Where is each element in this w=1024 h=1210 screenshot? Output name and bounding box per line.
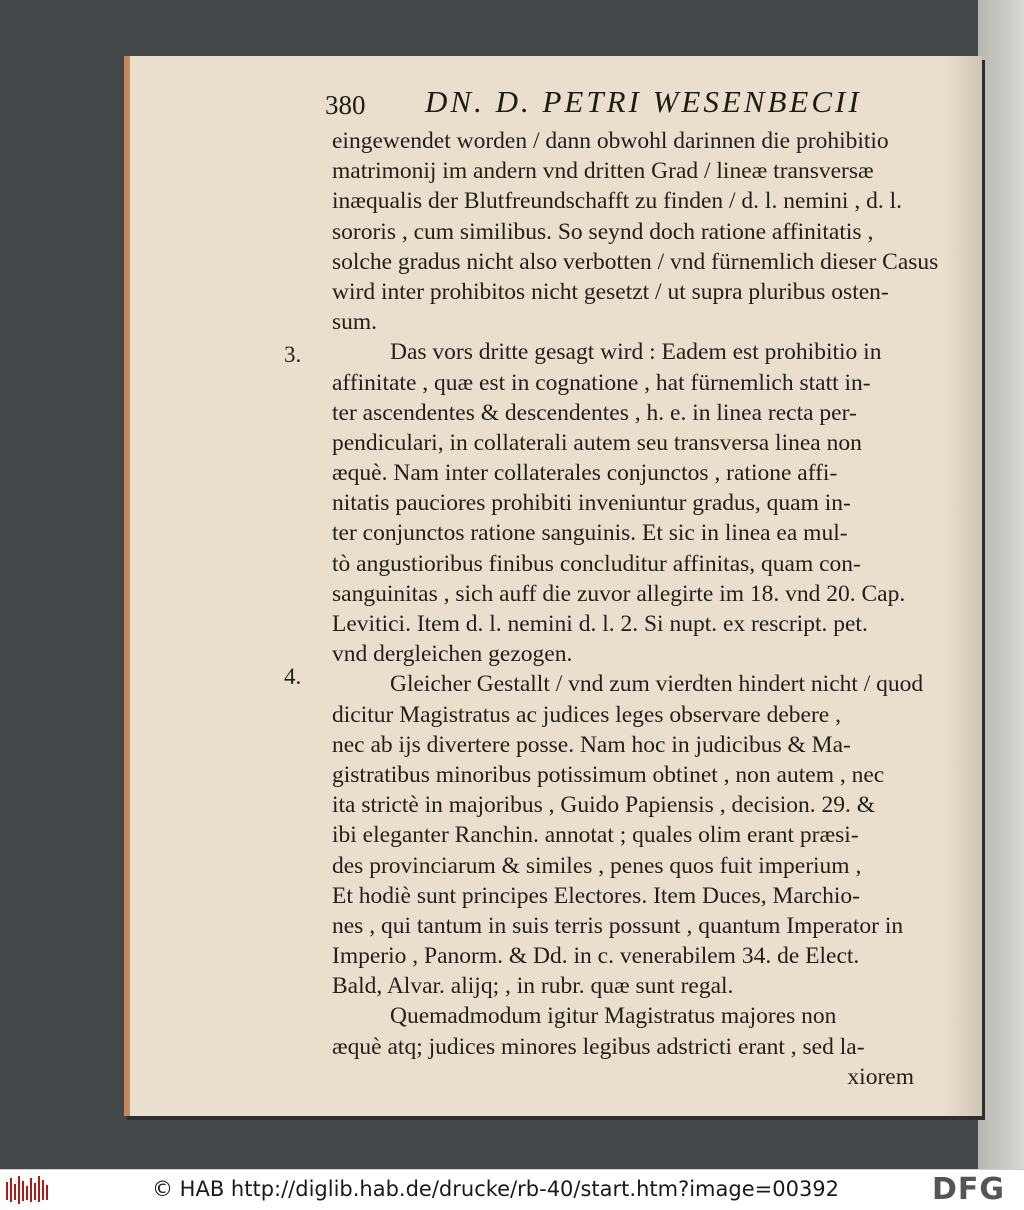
text-line: pendiculari, in collaterali autem seu transversa linea non <box>332 429 862 456</box>
text-line: solche gradus nicht also verbotten / vnd fürnemlich dieser Casus <box>332 248 939 275</box>
copyright-url-text: © HAB http://diglib.hab.de/drucke/rb-40/start.htm?image=00392 <box>152 1177 840 1201</box>
dfg-logo: DFG <box>932 1172 1006 1207</box>
text-line: Gleicher Gestallt / vnd zum vierdten hindert nicht / quod <box>390 671 924 698</box>
footer-bar <box>0 1169 1024 1210</box>
text-line: nitatis pauciores prohibiti inveniuntur gradus, quam in- <box>332 490 851 517</box>
text-line: gistratibus minoribus potissimum obtinet , non autem , nec <box>332 761 885 788</box>
text-line: Imperio , Panorm. & Dd. in c. venerabilem 34. de Elect. <box>332 943 860 970</box>
text-line: ter conjunctos ratione sanguinis. Et sic in linea ea mul- <box>332 520 848 547</box>
text-line: Et hodiè sunt principes Electores. Item Duces, Marchio- <box>332 882 860 909</box>
text-line: Quemadmodum igitur Magistratus majores non <box>390 1003 837 1030</box>
text-line: Levitici. Item d. l. nemini d. l. 2. Si nupt. ex rescript. pet. <box>332 611 868 637</box>
text-line: dicitur Magistratus ac judices leges observare debere , <box>332 701 841 728</box>
text-line: matrimonij im andern vnd dritten Grad / lineæ transversæ <box>332 158 874 185</box>
text-line: wird inter prohibitos nicht gesetzt / ut supra pluribus osten- <box>332 278 889 305</box>
page-number: 380 <box>325 90 366 120</box>
text-line: Das vors dritte gesagt wird : Eadem est prohibitio in <box>390 339 882 366</box>
margin-number: 3. <box>284 342 302 367</box>
text-line: vnd dergleichen gezogen. <box>332 641 573 668</box>
header-title: DN. D. PETRI WESENBECII <box>425 84 862 119</box>
text-line: des provinciarum & similes , penes quos fuit imperium , <box>332 852 862 879</box>
text-line: ita strictè in majoribus , Guido Papiensis , decision. 29. & <box>332 792 876 819</box>
text-line: affinitate , quæ est in cognatione , hat fürnemlich statt in- <box>332 369 871 396</box>
text-line: inæqualis der Blutfreundschafft zu finden / d. l. nemini , d. l. <box>332 188 902 215</box>
text-line: nec ab ijs divertere posse. Nam hoc in judicibus & Ma- <box>332 731 851 758</box>
text-line: ter ascendentes & descendentes , h. e. in linea recta per- <box>332 399 857 426</box>
catchword: xiorem <box>847 1063 914 1090</box>
text-line: eingewendet worden / dann obwohl darinnen die prohibitio <box>332 128 889 154</box>
page-text <box>332 126 939 1092</box>
text-line: nes , qui tantum in suis terris possunt , quantum Imperator in <box>332 912 904 939</box>
text-line: sororis , cum similibus. So seynd doch ratione affinitatis , <box>332 218 874 245</box>
text-line: æquè atq; judices minores legibus adstricti erant , sed la- <box>332 1033 865 1060</box>
running-head <box>325 84 885 126</box>
hab-barcode-logo-icon <box>6 1176 48 1204</box>
text-line: æquè. Nam inter collaterales conjunctos , ratione affi- <box>332 460 838 487</box>
text-line: sum. <box>332 309 378 336</box>
text-line: sanguinitas , sich auff die zuvor allegirte im 18. vnd 20. Cap. <box>332 580 906 607</box>
adjacent-page-edge <box>978 0 1024 1169</box>
margin-number: 4. <box>284 664 302 689</box>
text-line: Bald, Alvar. alijq; , in rubr. quæ sunt regal. <box>332 973 734 1000</box>
text-line: tò angustioribus finibus concluditur affinitas, quam con- <box>332 550 861 577</box>
text-line: ibi eleganter Ranchin. annotat ; quales olim erant præsi- <box>332 822 859 849</box>
